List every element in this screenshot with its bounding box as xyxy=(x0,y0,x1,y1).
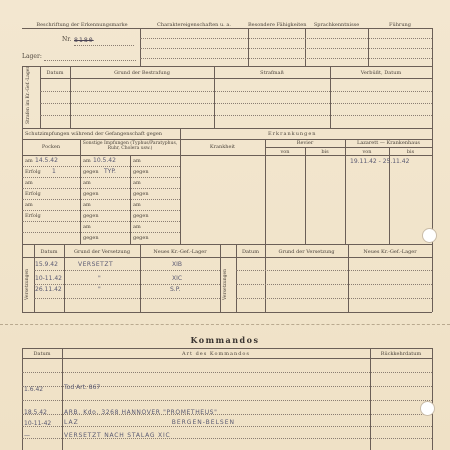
fold-line xyxy=(0,324,450,325)
header-col-fuehrung: Führung xyxy=(389,22,411,28)
sonstige2-am-label: am xyxy=(133,224,141,230)
sonstige-am-label: am xyxy=(83,180,91,186)
versetzungen-right-col-lager: Neues Kr.-Gef.-Lager xyxy=(363,249,417,255)
header-col-sprachen: Sprachkenntnisse xyxy=(313,22,360,28)
versetzung-lager: XIC xyxy=(172,275,183,282)
kommando-art: LAZ BERGEN-BELSEN xyxy=(64,419,236,426)
kommandos-col-art: Art des Kommandos xyxy=(182,351,250,357)
erkrankungen-col-revier: Revier xyxy=(296,140,314,146)
versetzungen-side-label: Versetzungen xyxy=(25,268,30,300)
header-col-faehigkeiten: Besondere Fähigkeiten xyxy=(248,22,307,28)
kommandos-col-datum: Datum xyxy=(33,351,51,357)
strafen-col-strafmass: Strafmaß xyxy=(260,70,284,76)
versetzungen-col-grund: Grund der Versetzung xyxy=(73,249,131,255)
sonstige-am-value: 10.5.42 xyxy=(93,157,116,164)
erkrankungen-col-krankheit: Krankheit xyxy=(209,144,236,150)
sonstige2-am-label: am xyxy=(133,158,141,164)
kommando-datum: 10-11-42 xyxy=(24,420,52,427)
erkrankungen-col-lazarett: Lazarett — Krankenhaus xyxy=(357,140,420,146)
sonstige-am-label: am xyxy=(83,224,91,230)
lazarett-bis: bis xyxy=(406,149,415,155)
revier-bis: bis xyxy=(321,149,329,155)
pocken-erfolg-value: 1 xyxy=(52,168,56,175)
kommando-datum: 18.5.42 xyxy=(24,409,47,416)
sonstige-gegen-label: gegen xyxy=(83,169,99,175)
kommando-datum: — xyxy=(24,432,30,439)
sonstige2-gegen-label: gegen xyxy=(133,191,149,197)
versetzungen-right-side-label: Versetzungen xyxy=(223,268,228,300)
lazarett-von: von xyxy=(362,149,372,155)
versetzungen-right-col-grund: Grund der Versetzung xyxy=(278,249,335,255)
pocken-am-label: am xyxy=(25,180,33,186)
versetzung-lager: S.P. xyxy=(170,286,181,293)
kommando-datum: 1.6.42 xyxy=(24,386,44,393)
strafen-col-verbuesst: Verbüßt, Datum xyxy=(360,70,402,76)
strafen-side-label: Strafen im Kr.-Gef.-Lager xyxy=(26,66,31,124)
pocken-am-value: 14.5.42 xyxy=(35,157,58,164)
sonstige2-gegen-label: gegen xyxy=(133,169,149,175)
pocken-erfolg-label: Erfolg xyxy=(25,169,41,175)
pocken-erfolg-label: Erfolg xyxy=(25,213,41,219)
versetzung-grund: " xyxy=(98,286,101,293)
sonstige-am-label: am xyxy=(83,202,91,208)
sonstige-gegen-label: gegen xyxy=(83,191,99,197)
punch-hole xyxy=(422,228,437,243)
lager-label: Lager: xyxy=(22,53,42,60)
sonstige2-gegen-label: gegen xyxy=(133,235,149,241)
nr-label: Nr. xyxy=(62,36,72,43)
kommando-art: Tod Art. 867 xyxy=(64,384,101,391)
versetzungen-right-col-datum: Datum xyxy=(242,249,259,255)
versetzung-grund: " xyxy=(98,275,101,282)
sonstige-gegen-value: TYP. xyxy=(104,168,116,175)
lazarett-entry: 19.11.42 - 25.11.42 xyxy=(350,158,410,165)
versetzung-grund: VERSETZT xyxy=(78,261,114,268)
kommando-art: ARB. Kdo. 3268 HANNOVER "PROMETHEUS" xyxy=(64,409,218,416)
pocken-am-label: am xyxy=(25,158,33,164)
sonstige2-am-label: am xyxy=(133,180,141,186)
versetzung-datum: 26.11.42 xyxy=(35,286,62,293)
kommandos-col-rueckkehr: Rückkehrdatum xyxy=(380,351,422,357)
pocken-erfolg-label: Erfolg xyxy=(25,191,41,197)
kommando-art: VERSETZT NACH STALAG XIC xyxy=(64,432,171,439)
versetzungen-col-datum: Datum xyxy=(40,249,58,255)
strafen-col-datum: Datum xyxy=(46,70,64,76)
pocken-am-label: am xyxy=(25,202,33,208)
versetzung-lager: XIB xyxy=(172,261,182,268)
revier-von: von xyxy=(280,149,290,155)
versetzung-datum: 10-11.42 xyxy=(35,275,62,282)
kommandos-title: Kommandos xyxy=(190,335,260,345)
impfungen-col-pocken: Pocken xyxy=(41,144,61,150)
sonstige-gegen-label: gegen xyxy=(83,235,99,241)
versetzung-datum: 15.9.42 xyxy=(35,261,58,268)
sonstige2-gegen-label: gegen xyxy=(133,213,149,219)
erkrankungen-title: Erkrankungen xyxy=(268,131,317,137)
header-col-erkennungsmarke: Beschriftung der Erkennungsmarke xyxy=(36,22,128,28)
header-col-charakter: Charaktereigenschaften u. a. xyxy=(157,22,231,28)
sonstige2-am-label: am xyxy=(133,202,141,208)
sonstige-am-label: am xyxy=(83,158,91,164)
sonstige-gegen-label: gegen xyxy=(83,213,99,219)
impfungen-col-sonstige: Sonstige Impfungen (Typhus/Paratyphus, Ruhr, Cholera usw.) xyxy=(82,141,178,151)
nr-value: 8180 xyxy=(74,36,94,44)
impfungen-title: Schutzimpfungen während der Gefangenschaft gegen xyxy=(25,131,163,137)
versetzungen-col-lager: Neues Kr.-Gef.-Lager xyxy=(153,249,207,255)
strafen-col-grund: Grund der Bestrafung xyxy=(114,70,170,76)
punch-hole xyxy=(420,401,435,416)
